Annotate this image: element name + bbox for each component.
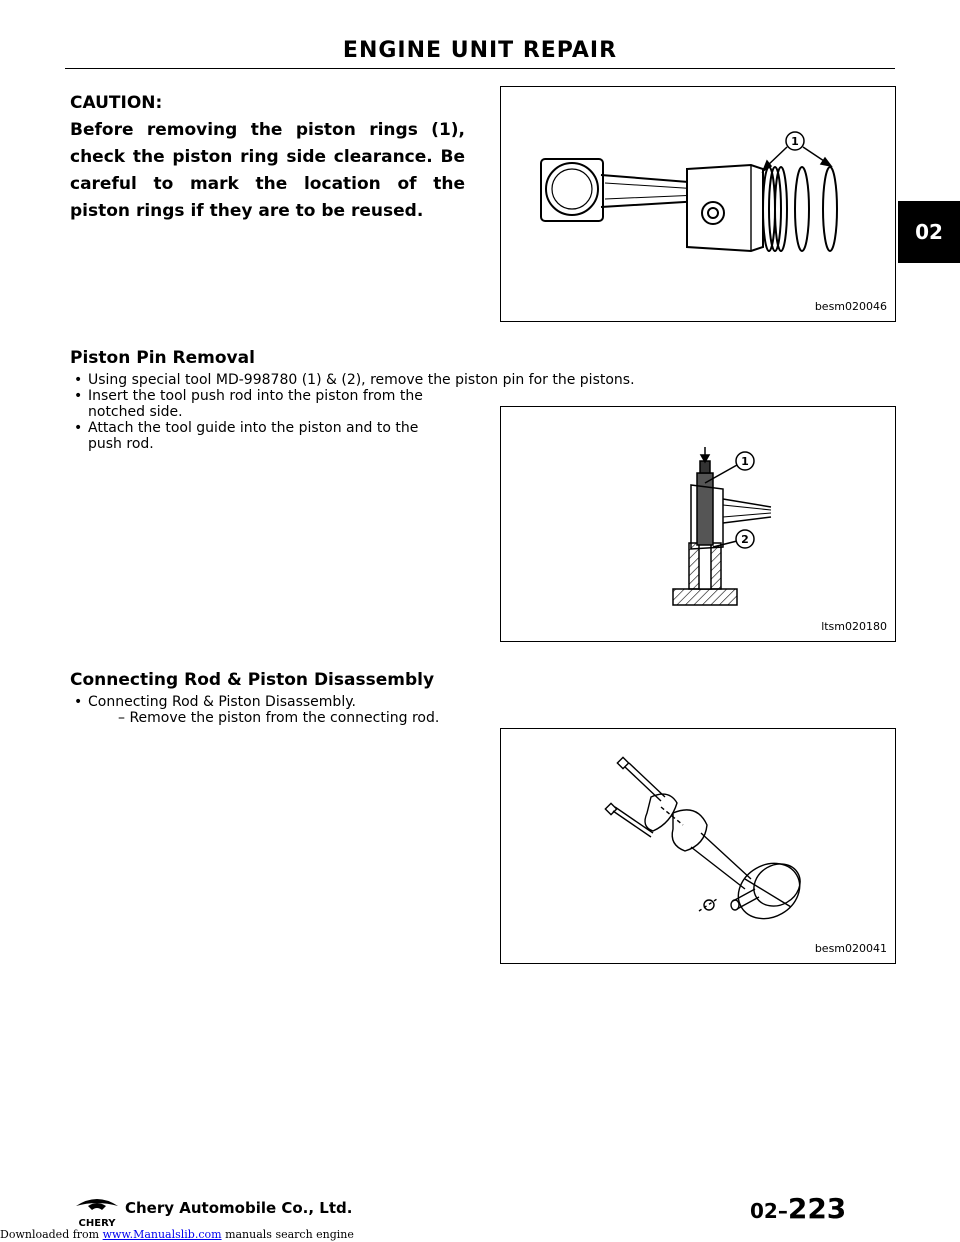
logo-text: CHERY — [78, 1218, 116, 1228]
chapter-tab: 02 — [898, 201, 960, 263]
figure-piston-rings — [500, 86, 896, 322]
download-suffix: manuals search engine — [225, 1228, 354, 1241]
page-prefix: 02– — [750, 1199, 788, 1223]
special-tool-illustration — [501, 407, 895, 641]
callout-label: 1 — [741, 455, 749, 468]
figure-special-tool — [500, 406, 896, 642]
bullet-list — [74, 372, 894, 388]
list-item: • Attach the tool guide into the piston and to the push rod. — [74, 420, 444, 452]
bullet-list — [74, 388, 444, 452]
rod-disassembly-illustration — [501, 729, 895, 963]
caution-label: CAUTION: — [70, 93, 163, 113]
piston-rings-illustration — [501, 87, 895, 321]
page-number-value: 223 — [787, 1192, 847, 1225]
figure-code: besm020046 — [814, 300, 887, 313]
section-heading: Piston Pin Removal — [70, 348, 255, 368]
manualslib-link[interactable]: www.Manualslib.com — [102, 1228, 222, 1241]
list-item: • Using special tool MD-998780 (1) & (2), remove the piston pin for the pistons. — [74, 372, 894, 388]
caution-text: Before removing the piston rings (1), check the piston ring side clearance. Be careful to mark the location of the piston rings if they are to be reused. — [70, 120, 465, 221]
section-heading: Connecting Rod & Piston Disassembly — [70, 670, 435, 690]
download-notice — [0, 1228, 354, 1241]
download-prefix: Downloaded from — [0, 1228, 100, 1241]
figure-code: ltsm020180 — [821, 620, 887, 633]
page-number — [750, 1192, 846, 1225]
figure-code: besm020041 — [814, 942, 887, 955]
list-item: • Connecting Rod & Piston Disassembly. — [74, 694, 494, 710]
page-title: ENGINE UNIT REPAIR — [342, 38, 618, 63]
bullet-list — [74, 694, 494, 726]
list-item: • Insert the tool push rod into the piston from the notched side. — [74, 388, 444, 420]
callout-label: 1 — [791, 135, 799, 148]
caution-block — [70, 90, 465, 225]
figure-rod-disassembly — [500, 728, 896, 964]
callout-label: 2 — [741, 533, 749, 546]
header-divider — [65, 68, 895, 69]
chery-logo-icon — [72, 1194, 122, 1228]
sub-list-item: – Remove the piston from the connecting rod. — [118, 710, 440, 726]
company-name: Chery Automobile Co., Ltd. — [125, 1199, 353, 1217]
